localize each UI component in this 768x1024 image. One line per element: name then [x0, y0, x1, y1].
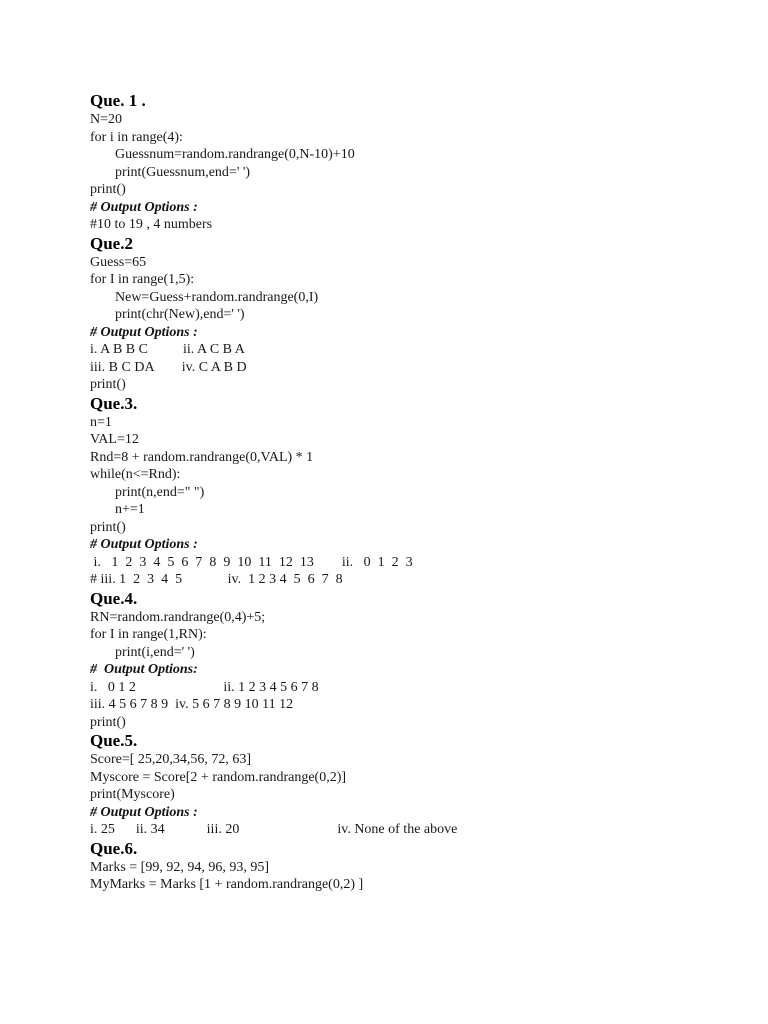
- code-line: Myscore = Score[2 + random.randrange(0,2)]: [90, 769, 347, 785]
- code-line: print(i,end=' '): [115, 644, 195, 660]
- code-line: Guessnum=random.randrange(0,N-10)+10: [115, 147, 355, 162]
- options-line: i. 25 ii. 34 iii. 20 iv. None of the above: [90, 822, 458, 837]
- code-line: print(): [90, 377, 126, 392]
- options-heading-line: # Output Options :: [90, 199, 198, 215]
- code-line: Score=[ 25,20,34,56, 72, 63]: [90, 752, 252, 767]
- code-line: Rnd=8 + random.randrange(0,VAL) * 1: [90, 449, 314, 465]
- code-line: for i in range(4):: [90, 129, 183, 145]
- options-heading-line: # Output Options:: [90, 662, 198, 677]
- code-line: Marks = [99, 92, 94, 96, 93, 95]: [90, 859, 269, 875]
- code-line: print(): [90, 714, 126, 730]
- options-line: # iii. 1 2 3 4 5 iv. 1 2 3 4 5 6 7 8: [90, 572, 343, 587]
- code-line: print(): [90, 182, 126, 197]
- question-title: Que.6.: [90, 838, 138, 858]
- options-line: i. 1 2 3 4 5 6 7 8 9 10 11 12 13 ii. 0 1 2 3: [90, 554, 413, 570]
- questions-container: [90, 91, 752, 894]
- question-title: Que.3.: [90, 393, 138, 413]
- code-line: for I in range(1,RN):: [90, 627, 207, 642]
- code-line: n+=1: [115, 502, 145, 517]
- code-line: RN=random.randrange(0,4)+5;: [90, 609, 266, 625]
- code-line: for I in range(1,5):: [90, 272, 195, 287]
- code-line: n=1: [90, 414, 112, 430]
- code-line: while(n<=Rnd):: [90, 467, 181, 482]
- code-line: N=20: [90, 112, 123, 127]
- options-heading-line: # Output Options :: [90, 324, 198, 340]
- options-line: iii. 4 5 6 7 8 9 iv. 5 6 7 8 9 10 11 12: [90, 697, 294, 712]
- options-heading-line: # Output Options :: [90, 804, 198, 820]
- code-line: #10 to 19 , 4 numbers: [90, 217, 213, 232]
- options-heading-line: # Output Options :: [90, 537, 198, 552]
- code-line: print(): [90, 519, 126, 535]
- code-line: print(chr(New),end=' '): [115, 307, 245, 322]
- code-line: VAL=12: [90, 432, 139, 447]
- question-title: Que.2: [90, 233, 133, 253]
- code-line: New=Guess+random.randrange(0,I): [115, 289, 319, 305]
- question-title: Que. 1 .: [90, 91, 146, 110]
- code-line: print(Myscore): [90, 787, 175, 802]
- options-line: iii. B C DA iv. C A B D: [90, 359, 247, 375]
- code-line: print(Guessnum,end=' '): [115, 164, 251, 180]
- question-title: Que.4.: [90, 588, 138, 608]
- question-title: Que.5.: [90, 731, 138, 750]
- options-line: i. A B B C ii. A C B A: [90, 342, 245, 357]
- code-line: print(n,end=" "): [115, 484, 205, 500]
- code-line: Guess=65: [90, 254, 147, 270]
- options-line: i. 0 1 2 ii. 1 2 3 4 5 6 7 8: [90, 679, 319, 695]
- code-line: MyMarks = Marks [1 + random.randrange(0,2) ]: [90, 877, 364, 892]
